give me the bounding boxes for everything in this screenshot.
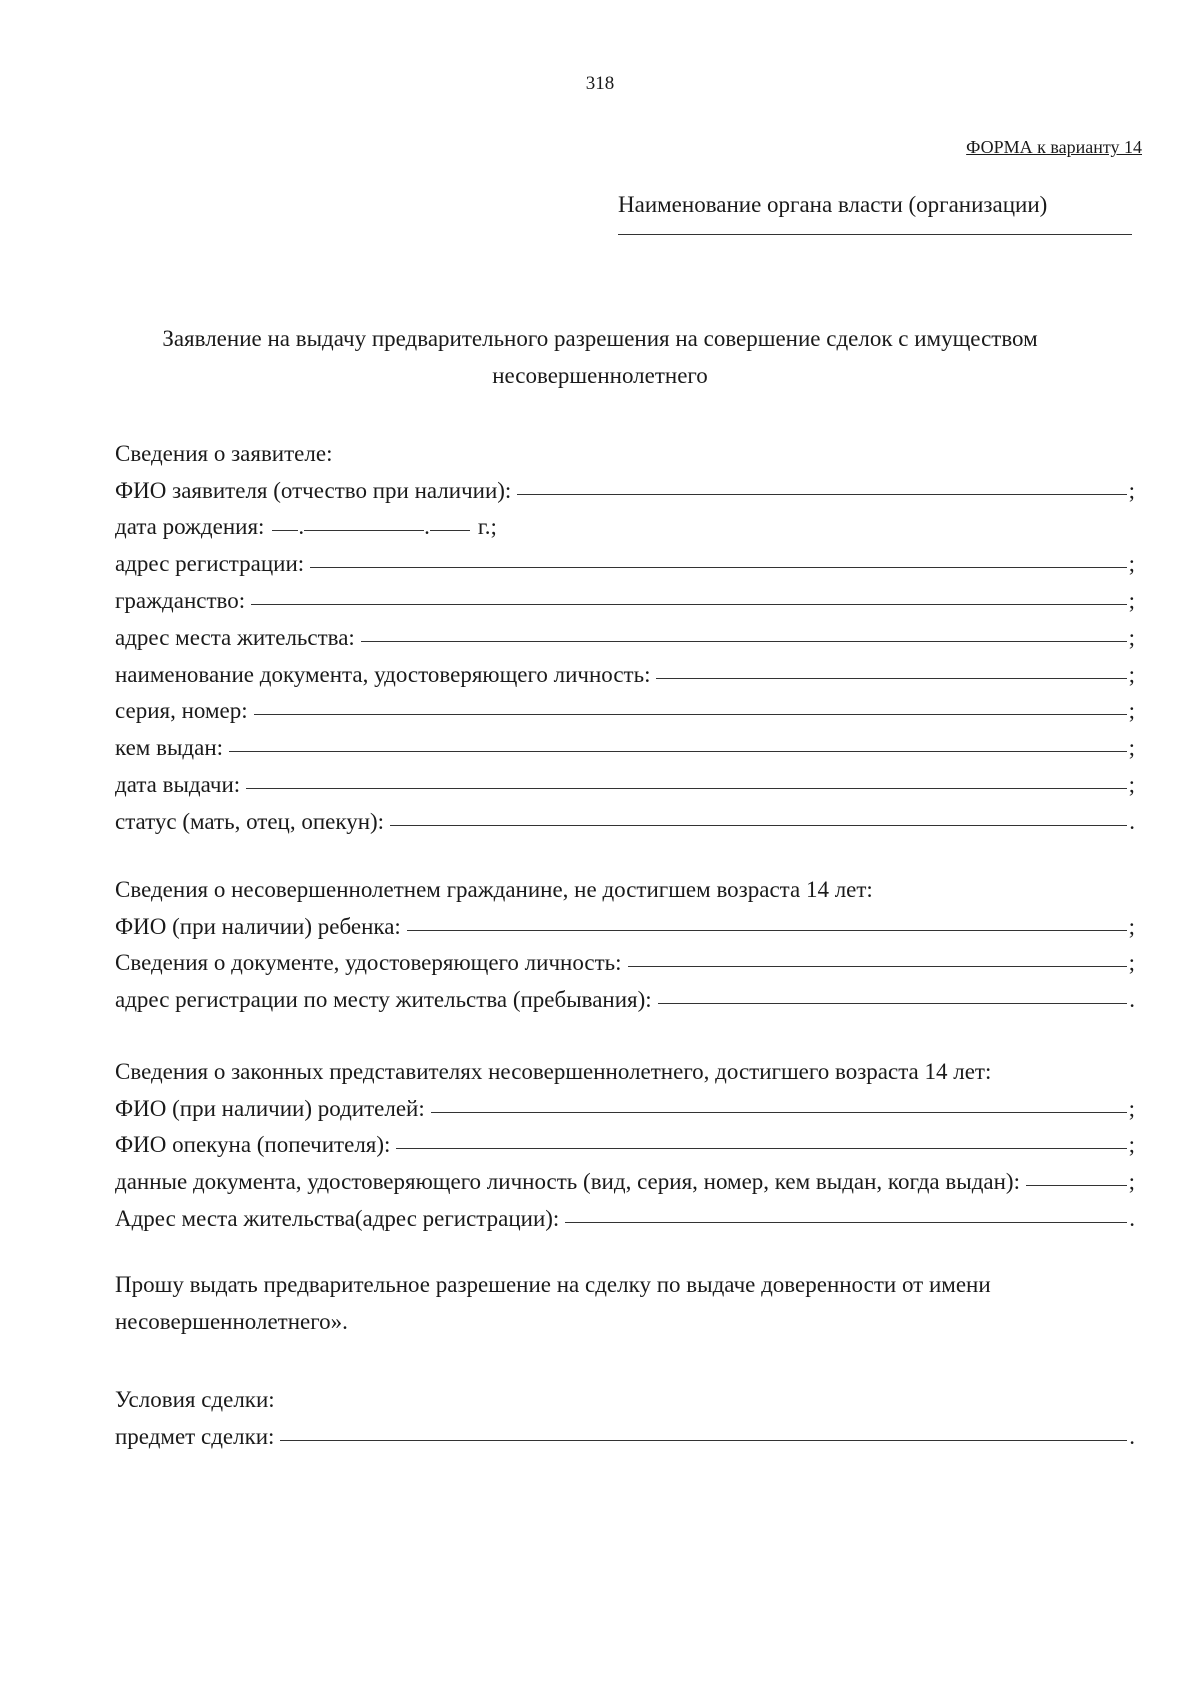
- applicant-issue-date-field[interactable]: [246, 787, 1126, 789]
- title-line-2: несовершеннолетнего: [492, 363, 708, 388]
- dob-day-field[interactable]: [272, 529, 298, 531]
- applicant-citizenship-field[interactable]: [251, 603, 1127, 605]
- deal-subject-row: предмет сделки: .: [115, 1423, 1135, 1449]
- applicant-fio-field[interactable]: [517, 493, 1126, 495]
- minor-id-doc-row: Сведения о документе, удостоверяющего личность: ;: [115, 950, 1135, 976]
- representative-residence-field[interactable]: [565, 1221, 1127, 1223]
- page-number: 318: [585, 73, 615, 94]
- applicant-residence-field[interactable]: [361, 640, 1127, 642]
- applicant-dob-row: дата рождения: . . г.;: [115, 514, 497, 540]
- minor-id-doc-field[interactable]: [628, 965, 1127, 967]
- applicant-reg-address-row: адрес регистрации: ;: [115, 551, 1135, 577]
- applicant-issue-date-row: дата выдачи: ;: [115, 771, 1135, 797]
- applicant-status-row: статус (мать, отец, опекун): .: [115, 808, 1135, 834]
- representative-id-doc-field[interactable]: [1026, 1184, 1127, 1186]
- applicant-citizenship-row: гражданство: ;: [115, 587, 1135, 613]
- authority-label: Наименование органа власти (организации): [618, 192, 1048, 217]
- applicant-fio-label: ФИО заявителя (отчество при наличии):: [115, 477, 512, 503]
- applicant-series-row: серия, номер: ;: [115, 698, 1135, 724]
- minor-reg-address-row: адрес регистрации по месту жительства (пребывания): .: [115, 987, 1135, 1013]
- applicant-issued-by-row: кем выдан: ;: [115, 735, 1135, 761]
- applicant-issued-by-field[interactable]: [229, 750, 1127, 752]
- request-paragraph: [115, 1266, 1135, 1340]
- minor-under-14-section: [115, 866, 1135, 1013]
- minor-fio-field[interactable]: [407, 929, 1127, 931]
- applicant-id-doc-field[interactable]: [656, 677, 1126, 679]
- applicant-series-field[interactable]: [254, 713, 1127, 715]
- applicant-reg-address-field[interactable]: [310, 566, 1126, 568]
- applicant-heading: Сведения о заявителе:: [115, 440, 333, 466]
- guardian-fio-row: ФИО опекуна (попечителя): ;: [115, 1132, 1135, 1158]
- guardian-fio-field[interactable]: [396, 1147, 1126, 1149]
- minor-heading: Сведения о несовершеннолетнем гражданине, не достигшем возраста 14 лет:: [115, 876, 873, 902]
- deal-heading: Условия сделки:: [115, 1386, 275, 1412]
- applicant-fio-row: ФИО заявителя (отчество при наличии): ;: [115, 477, 1135, 503]
- representative-id-doc-row: данные документа, удостоверяющего личность (вид, серия, номер, кем выдан, когда выдан): ;: [115, 1169, 1135, 1195]
- minor-fio-row: ФИО (при наличии) ребенка: ;: [115, 913, 1135, 939]
- applicant-residence-row: адрес места жительства: ;: [115, 624, 1135, 650]
- applicant-status-field[interactable]: [390, 824, 1127, 826]
- applicant-dob-label: дата рождения:: [115, 514, 265, 540]
- form-variant-label: ФОРМА к варианту 14: [966, 137, 1142, 157]
- deal-subject-field[interactable]: [280, 1439, 1127, 1441]
- representatives-section: [115, 1048, 1135, 1232]
- minor-reg-address-field[interactable]: [658, 1002, 1128, 1004]
- dob-month-field[interactable]: [304, 529, 424, 531]
- dob-year-field[interactable]: [430, 529, 470, 531]
- request-line-2: несовершеннолетнего».: [115, 1309, 348, 1334]
- deal-terms-section: [115, 1376, 1135, 1450]
- representative-residence-row: Адрес места жительства(адрес регистрации): .: [115, 1205, 1135, 1231]
- title-line-1: Заявление на выдачу предварительного разрешения на совершение сделок с имуществом: [162, 326, 1038, 351]
- request-line-1: Прошу выдать предварительное разрешение на сделку по выдаче доверенности от имени: [115, 1272, 991, 1297]
- parents-fio-field[interactable]: [431, 1111, 1127, 1113]
- applicant-section: [115, 430, 1135, 835]
- representatives-heading: Сведения о законных представителях несовершеннолетнего, достигшего возраста 14 лет:: [115, 1058, 992, 1084]
- document-title: [130, 320, 1070, 394]
- authority-field[interactable]: [618, 234, 1132, 235]
- parents-fio-row: ФИО (при наличии) родителей: ;: [115, 1095, 1135, 1121]
- applicant-id-doc-row: наименование документа, удостоверяющего личность: ;: [115, 661, 1135, 687]
